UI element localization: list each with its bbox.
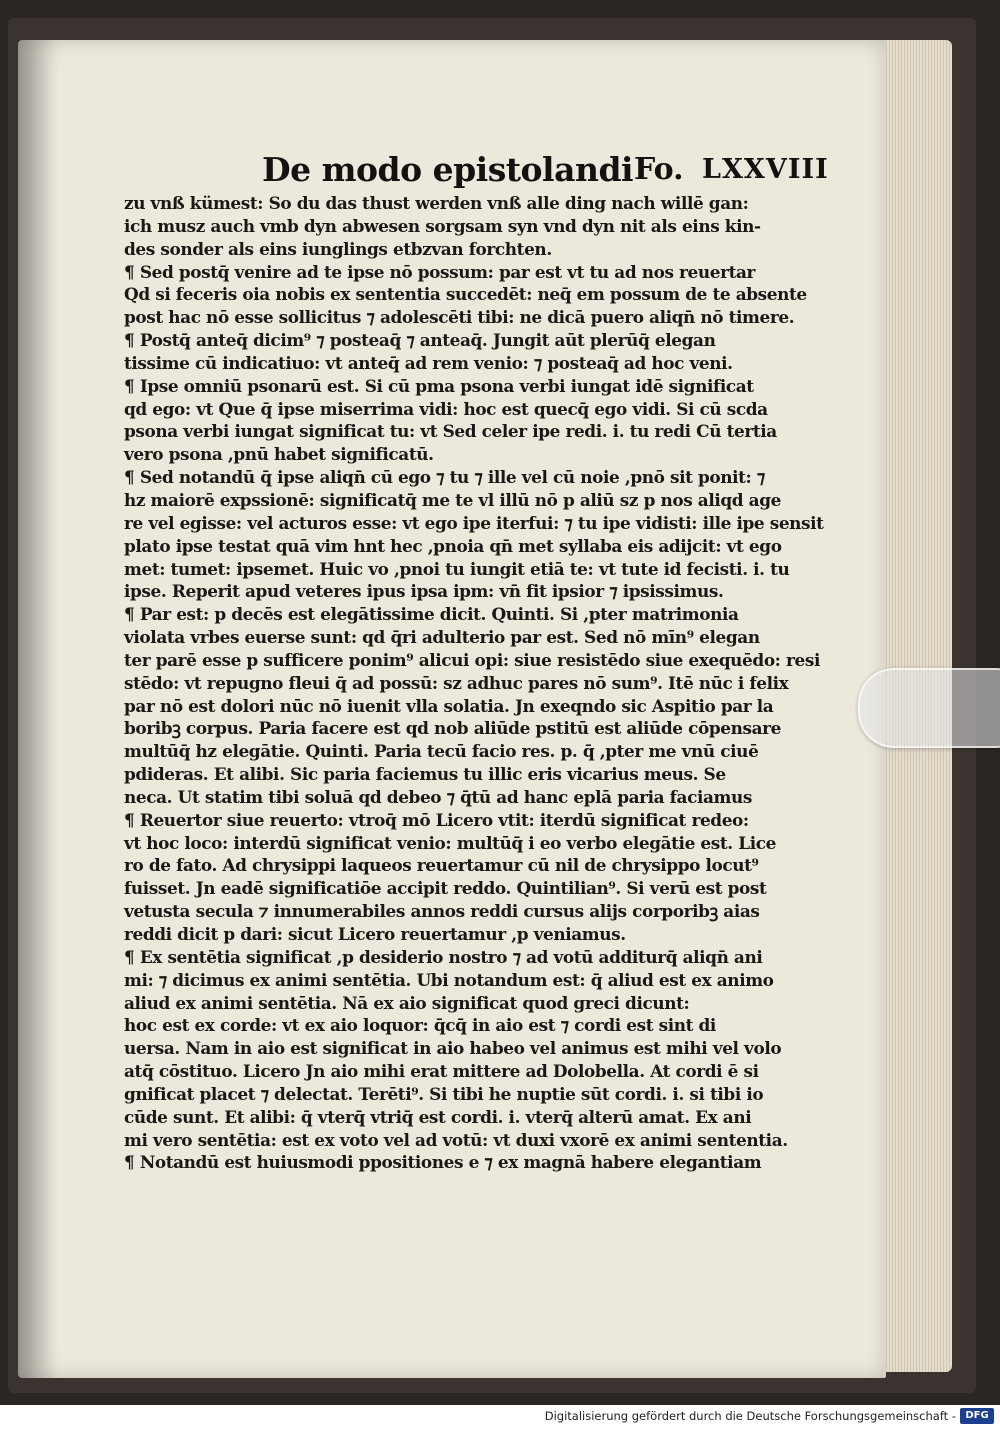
- text-line: ¶ Sed notandū q̄ ipse aliqn̄ cū ego ⁊ tu ⁊ ille vel cū noie ,pnō sit ponit: ⁊: [124, 467, 765, 488]
- text-line: atq̄ cōstituo. Licero Jn aio mihi erat mittere ad Dolobella. At cordi ē si: [124, 1061, 759, 1082]
- text-line: stēdo: vt repugno fleui q̄ ad possū: sz adhuc pares nō sum⁹. Itē nūc i felix: [124, 672, 789, 693]
- text-block: [124, 192, 824, 1174]
- text-line: ¶ Sed postq̄ venire ad te ipse nō possum: par est vt tu ad nos reuertar: [124, 261, 756, 282]
- text-line: vt hoc loco: interdū significat venio: multūq̄ i eo verbo elegātie est. Lice: [124, 832, 776, 853]
- text-line: uersa. Nam in aio est significat in aio habeo vel animus est mihi vel volo: [124, 1038, 782, 1059]
- text-line: tissime cū indicatiuo: vt anteq̄ ad rem venio: ⁊ posteaq̄ ad hoc veni.: [124, 352, 733, 373]
- running-head-title: De modo epistolandi: [262, 150, 634, 189]
- text-line: ¶ Reuertor siue reuerto: vtroq̄ mō Licero vtit: iterdū significat redeo:: [124, 809, 749, 830]
- text-line: des sonder als eins iunglings etbzvan forchten.: [124, 238, 552, 259]
- text-line: gnificat placet ⁊ delectat. Terēti⁹. Si tibi he nuptie sūt cordi. i. si tibi io: [124, 1083, 764, 1104]
- text-line: ¶ Notandū est huiusmodi ppositiones e ⁊ ex magnā habere elegantiam: [124, 1152, 762, 1173]
- text-line: fuisset. Jn eadē significatiōe accipit reddo. Quintilian⁹. Si verū est post: [124, 878, 767, 899]
- text-line: ipse. Reperit apud veteres ipus ipsa ipm: vn̄ fit ipsior ⁊ ipsissimus.: [124, 581, 724, 602]
- text-line: mi: ⁊ dicimus ex animi sentētia. Ubi notandum est: q̄ aliud est ex animo: [124, 969, 774, 990]
- text-line: hz maiorē expssionē: significatq̄ me te vl illū nō p aliū sz p nos aliqd age: [124, 489, 781, 510]
- text-line: neca. Ut statim tibi soluā qd debeo ⁊ q̄tū ad hanc eplā paria faciamus: [124, 786, 753, 807]
- text-line: met: tumet: ipsemet. Huic vo ,pnoi tu iungit etiā te: vt tute id fecisti. i. tu: [124, 558, 790, 579]
- text-line: ¶ Postq̄ anteq̄ dicim⁹ ⁊ posteaq̄ ⁊ anteaq̄. Jungit aūt plerūq̄ elegan: [124, 330, 716, 351]
- text-line: zu vnß kümest: So du das thust werden vnß alle ding nach willē gan:: [124, 193, 749, 213]
- text-line: hoc est ex corde: vt ex aio loquor: q̄cq̄ in aio est ⁊ cordi est sint di: [124, 1015, 716, 1036]
- text-line: boribꝫ corpus. Paria facere est qd nob aliūde pstitū est aliūde cōpensare: [124, 718, 782, 739]
- text-line: Qd si feceris oia nobis ex sententia succedēt: neq̄ em possum de te absente: [124, 284, 807, 305]
- text-line: ¶ Ipse omniū psonarū est. Si cū pma psona verbi iungat idē significat: [124, 375, 754, 396]
- running-head: [262, 150, 829, 192]
- text-line: ter parē esse p sufficere ponim⁹ alicui opi: siue resistēdo siue exequēdo: resi: [124, 649, 820, 670]
- text-line: vetusta secula ⁊ innumerabiles annos reddi cursus alijs corporibꝫ aias: [124, 901, 760, 922]
- text-line: multūq̄ hz elegātie. Quinti. Paria tecū facio res. p. q̄ ,pter me vnū ciuē: [124, 741, 759, 762]
- text-line: pdideras. Et alibi. Sic paria faciemus tu illic eris vicarius meus. Se: [124, 764, 726, 785]
- text-line: par nō est dolori nūc nō iuenit vlla solatia. Jn exeqndo sic Aspitio par la: [124, 695, 774, 716]
- text-line: plato ipse testat quā vim hnt hec ,pnoia qn̄ met syllaba eis adijcit: vt ego: [124, 535, 782, 556]
- gutter-shadow: [18, 40, 58, 1378]
- text-line: ¶ Par est: p decēs est elegātissime dicit. Quinti. Si ,pter matrimonia: [124, 604, 739, 625]
- text-line: reddi dicit p dari: sicut Licero reuertamur ,p veniamus.: [124, 924, 626, 944]
- text-line: post hac nō esse sollicitus ⁊ adolescēti tibi: ne dicā puero aliqn̄ nō timere.: [124, 307, 795, 328]
- text-line: qd ego: vt Que q̄ ipse miserrima vidi: hoc est quecq̄ ego vidi. Si cū scda: [124, 398, 768, 419]
- text-line: ro de fato. Ad chrysippi laqueos reuertamur cū nil de chrysippo locut⁹: [124, 855, 759, 876]
- text-line: mi vero sentētia: est ex voto vel ad votū: vt duxi vxorē ex animi sententia.: [124, 1129, 788, 1150]
- text-line: vero psona ,pnū habet significatū.: [124, 444, 434, 465]
- dfg-logo: DFG: [960, 1408, 994, 1424]
- text-line: violata vrbes euerse sunt: qd q̄ri adulterio par est. Sed nō mīn⁹ elegan: [124, 627, 760, 648]
- text-line: cūde sunt. Et alibi: q̄ vterq̄ vtriq̄ est cordi. i. vterq̄ alterū amat. Ex ani: [124, 1106, 752, 1127]
- footer-bar: [0, 1405, 1000, 1429]
- text-line: ¶ Ex sentētia significat ,p desiderio nostro ⁊ ad votū additurq̄ aliqn̄ ani: [124, 946, 763, 967]
- text-line: aliud ex animi sentētia. Nā ex aio significat quod greci dicunt:: [124, 992, 690, 1013]
- footer-credit: Digitalisierung gefördert durch die Deutsche Forschungsgemeinschaft -: [544, 1409, 956, 1423]
- text-line: ich musz auch vmb dyn abwesen sorgsam syn vnd dyn nit als eins kin-: [124, 215, 761, 236]
- page-tab-marker: [858, 668, 1000, 748]
- folio-label: Fo.: [634, 152, 684, 187]
- text-line: re vel egisse: vel acturos esse: vt ego ipe iterfui: ⁊ tu ipe vidisti: ille ipe sensit: [124, 512, 824, 533]
- folio-numeral: LXXVIII: [702, 154, 829, 185]
- text-line: psona verbi iungat significat tu: vt Sed celer ipe redi. i. tu redi Cū tertia: [124, 421, 777, 442]
